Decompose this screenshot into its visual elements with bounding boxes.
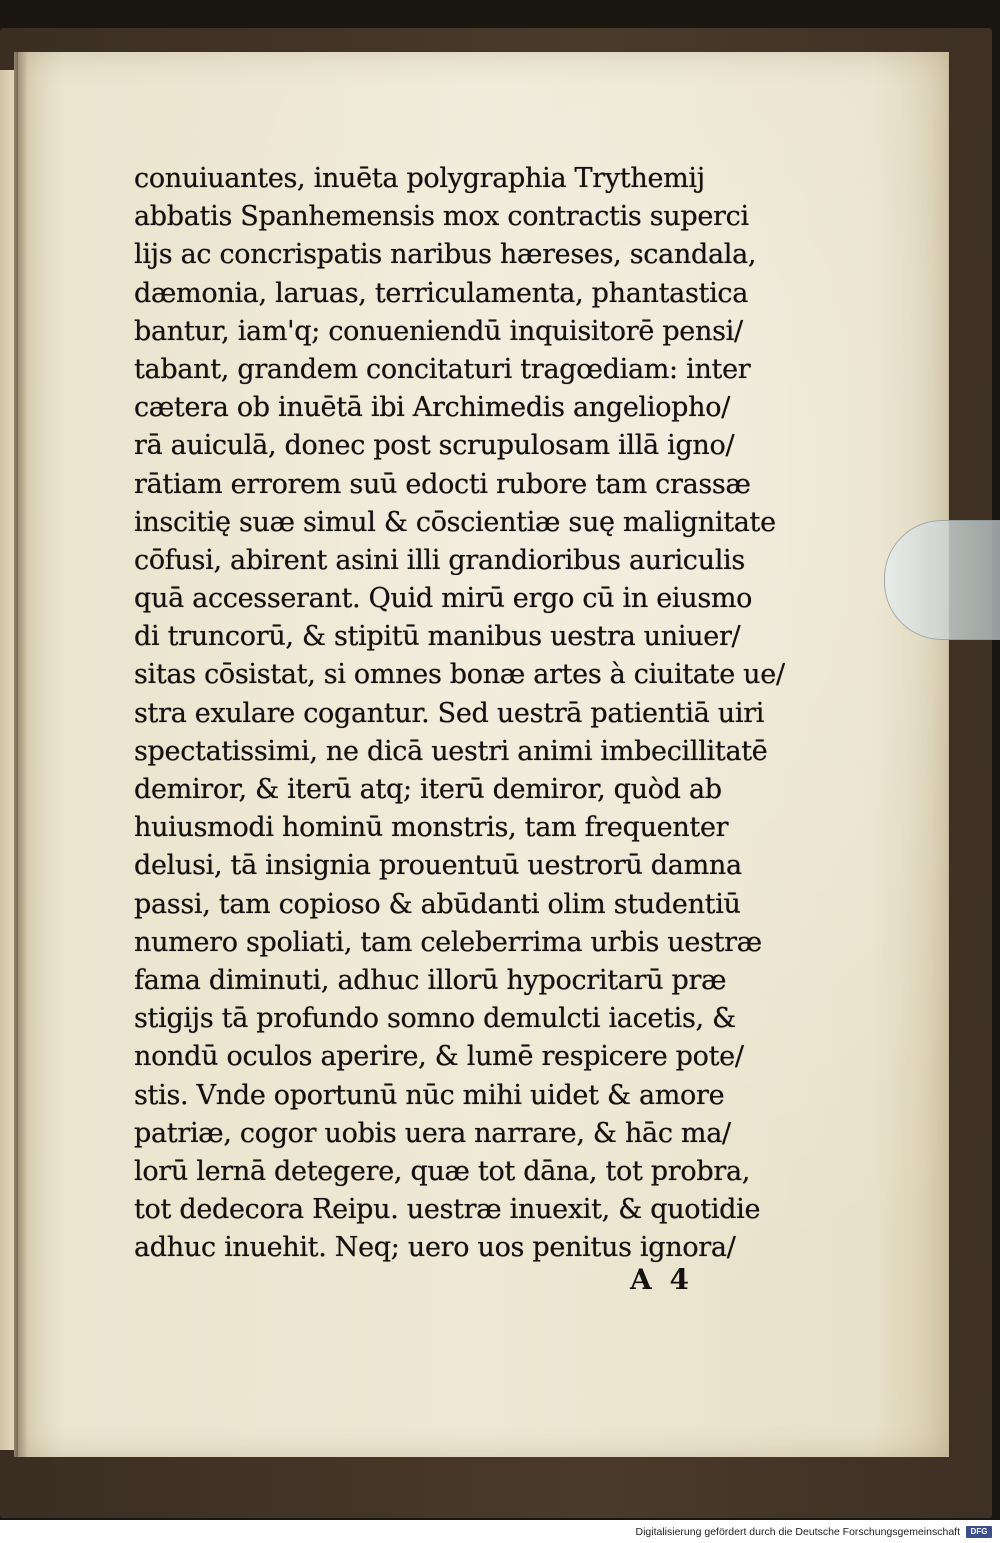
- text-line: abbatis Spanhemensis mox contractis superci: [134, 201, 749, 233]
- dfg-logo: DFG: [966, 1526, 992, 1538]
- text-line: sitas cōsistat, si omnes bonæ artes à ciuitate ue/: [134, 659, 785, 691]
- body-text: [134, 160, 824, 1267]
- text-line: patriæ, cogor uobis uera narrare, & hāc ma/: [134, 1117, 731, 1149]
- text-line: bantur, iam'q; conueniendū inquisitorē pensi/: [134, 315, 743, 347]
- text-line: quā accesserant. Quid mirū ergo cū in eiusmo: [134, 583, 753, 615]
- text-line: adhuc inuehit. Neq; uero uos penitus ignora/: [134, 1232, 736, 1264]
- page-clip-tab: [884, 520, 1000, 640]
- text-line: rātiam errorem suū edocti rubore tam crassæ: [134, 468, 751, 500]
- text-line: di truncorū, & stipitū manibus uestra uniuer/: [134, 621, 741, 653]
- credit-text: Digitalisierung gefördert durch die Deutsche Forschungsgemeinschaft: [635, 1526, 960, 1538]
- text-line: cætera ob inuētā ibi Archimedis angeliopho/: [134, 392, 730, 424]
- text-line: rā auiculā, donec post scrupulosam illā igno/: [134, 430, 735, 462]
- text-line: passi, tam copioso & abūdanti olim studentiū: [134, 888, 741, 920]
- text-line: stra exulare cogantur. Sed uestrā patientiā uiri: [134, 697, 765, 729]
- text-line: demiror, & iterū atq; iterū demiror, quòd ab: [134, 774, 722, 805]
- text-line: tabant, grandem concitaturi tragœdiam: inter: [134, 353, 751, 385]
- text-line: dæmonia, laruas, terriculamenta, phantastica: [134, 277, 749, 309]
- text-line: delusi, tā insignia prouentuū uestrorū damna: [134, 850, 742, 882]
- text-line: tot dedecora Reipu. uestræ inuexit, & quotidie: [134, 1194, 761, 1226]
- facing-page-edge: [0, 70, 14, 1450]
- page-gutter-shadow: [14, 52, 28, 1457]
- text-line: lijs ac concrispatis naribus hæreses, scandala,: [134, 239, 757, 271]
- text-line: spectatissimi, ne dicā uestri animi imbecillitatē: [134, 735, 768, 767]
- text-line: conuiuantes, inuēta polygraphia Trythemij: [134, 163, 705, 194]
- text-line: lorū lernā detegere, quæ tot dāna, tot probra,: [134, 1155, 751, 1187]
- signature-mark: A 4: [630, 1263, 693, 1296]
- text-line: stigijs tā profundo somno demulcti iacetis, &: [134, 1003, 736, 1035]
- digitization-credit: [635, 1524, 992, 1540]
- text-line: inscitię suæ simul & cōscientiæ suę malignitate: [134, 506, 776, 538]
- text-line: nondū oculos aperire, & lumē respicere pote/: [134, 1041, 744, 1073]
- text-line: numero spoliati, tam celeberrima urbis uestræ: [134, 926, 762, 958]
- text-line: stis. Vnde oportunū nūc mihi uidet & amore: [134, 1079, 725, 1111]
- text-line: cōfusi, abirent asini illi grandioribus auriculis: [134, 544, 745, 576]
- text-line: fama diminuti, adhuc illorū hypocritarū præ: [134, 964, 727, 996]
- text-line: huiusmodi hominū monstris, tam frequenter: [134, 812, 729, 844]
